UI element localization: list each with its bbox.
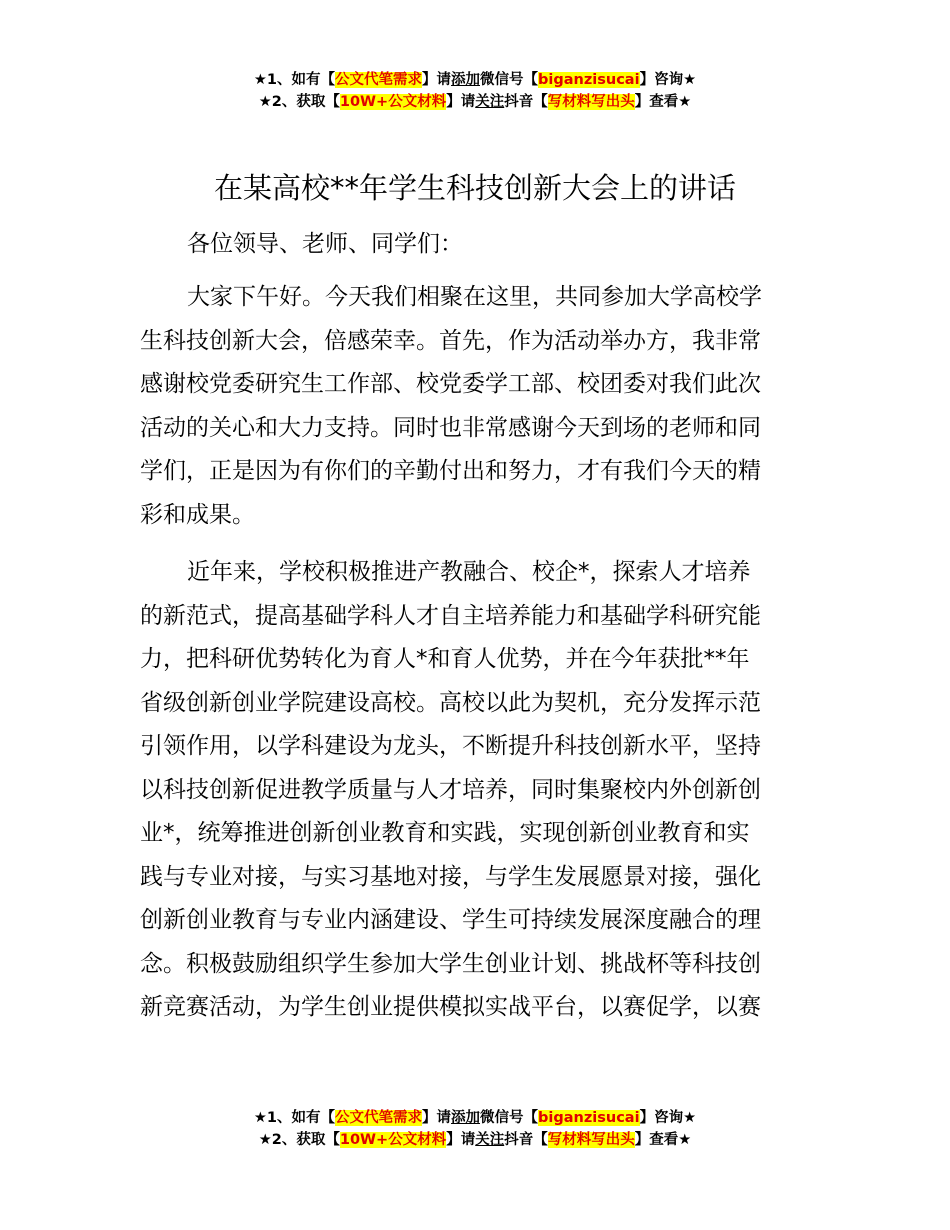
paragraph-line: 彩和成果。 bbox=[140, 501, 255, 528]
paragraph bbox=[140, 551, 815, 1030]
banner-line-1 bbox=[0, 1107, 950, 1129]
banner-underlined-text: 关注 bbox=[475, 94, 505, 110]
banner-text: 抖音【 bbox=[504, 1132, 548, 1148]
paragraph bbox=[140, 276, 815, 537]
banner-text: 】请 bbox=[446, 1132, 476, 1148]
document-title: 在某高校**年学生科技创新大会上的讲话 bbox=[213, 171, 736, 205]
paragraph-line: 以科技创新促进教学质量与人才培养，同时集聚校内外创新创 bbox=[140, 776, 761, 803]
paragraph-line: 的新范式，提高基础学科人才自主培养能力和基础学科研究能 bbox=[140, 602, 761, 629]
banner-underlined-text: 关注 bbox=[475, 1132, 505, 1148]
paragraph-line: 引领作用，以学科建设为龙头，不断提升科技创新水平，坚持 bbox=[140, 733, 761, 759]
banner-text: 】咨询★ bbox=[639, 1110, 697, 1126]
banner-highlight: biganzisucai bbox=[538, 1110, 640, 1126]
banner-text: ★2、获取【 bbox=[258, 1132, 340, 1148]
banner-highlight: 写材料写出头 bbox=[547, 1132, 635, 1148]
paragraph-line: 大家下午好。今天我们相聚在这里，共同参加大学高校学 bbox=[187, 284, 762, 310]
document-body bbox=[140, 229, 815, 1044]
banner-text: 】请 bbox=[446, 94, 476, 110]
paragraph-line: 力，把科研优势转化为育人*和育人优势，并在今年获批**年 bbox=[140, 646, 750, 672]
banner-line-1 bbox=[0, 69, 950, 91]
banner-highlight: biganzisucai bbox=[538, 72, 640, 88]
banner-underlined-text: 添加 bbox=[451, 72, 481, 88]
banner-text: 】请 bbox=[422, 72, 452, 88]
paragraph-line: 学们，正是因为有你们的辛勤付出和努力，才有我们今天的精 bbox=[140, 458, 761, 484]
footer-banner bbox=[0, 1107, 950, 1151]
greeting: 各位领导、老师、同学们： bbox=[187, 231, 463, 257]
paragraph-line: 新竞赛活动，为学生创业提供模拟实战平台，以赛促学，以赛 bbox=[140, 994, 761, 1020]
paragraph-line: 业*，统筹推进创新创业教育和实践，实现创新创业教育和实 bbox=[140, 820, 750, 846]
banner-text: 】查看★ bbox=[634, 94, 692, 110]
paragraph-line: 活动的关心和大力支持。同时也非常感谢今天到场的老师和同 bbox=[140, 414, 761, 441]
banner-highlight: 10W+公文材料 bbox=[339, 94, 447, 110]
paragraph-line: 念。积极鼓励组织学生参加大学生创业计划、挑战杯等科技创 bbox=[140, 950, 761, 977]
banner-text: ★2、获取【 bbox=[258, 94, 340, 110]
header-banner bbox=[0, 69, 950, 113]
banner-highlight: 写材料写出头 bbox=[547, 94, 635, 110]
paragraph-line: 省级创新创业学院建设高校。高校以此为契机，充分发挥示范 bbox=[140, 689, 761, 716]
paragraph-line: 创新创业教育与专业内涵建设、学生可持续发展深度融合的理 bbox=[140, 907, 761, 933]
banner-highlight: 公文代笔需求 bbox=[335, 72, 423, 88]
banner-text: 】咨询★ bbox=[639, 72, 697, 88]
banner-text: 微信号【 bbox=[480, 72, 539, 88]
banner-text: ★1、如有【 bbox=[253, 72, 336, 88]
banner-line-2 bbox=[0, 1129, 950, 1151]
banner-line-2 bbox=[0, 91, 950, 113]
paragraph-line: 近年来，学校积极推进产教融合、校企*，探索人才培养 bbox=[187, 559, 751, 585]
banner-text: 】查看★ bbox=[634, 1132, 692, 1148]
banner-underlined-text: 添加 bbox=[451, 1110, 481, 1126]
banner-text: 抖音【 bbox=[504, 94, 548, 110]
paragraph-line: 感谢校党委研究生工作部、校党委学工部、校团委对我们此次 bbox=[140, 371, 761, 397]
paragraph-line: 生科技创新大会，倍感荣幸。首先，作为活动举办方，我非常 bbox=[140, 327, 761, 354]
banner-highlight: 10W+公文材料 bbox=[339, 1132, 447, 1148]
banner-text: ★1、如有【 bbox=[253, 1110, 336, 1126]
paragraph-line: 践与专业对接，与实习基地对接，与学生发展愿景对接，强化 bbox=[140, 863, 761, 890]
banner-text: 微信号【 bbox=[480, 1110, 539, 1126]
banner-text: 】请 bbox=[422, 1110, 452, 1126]
banner-highlight: 公文代笔需求 bbox=[335, 1110, 423, 1126]
